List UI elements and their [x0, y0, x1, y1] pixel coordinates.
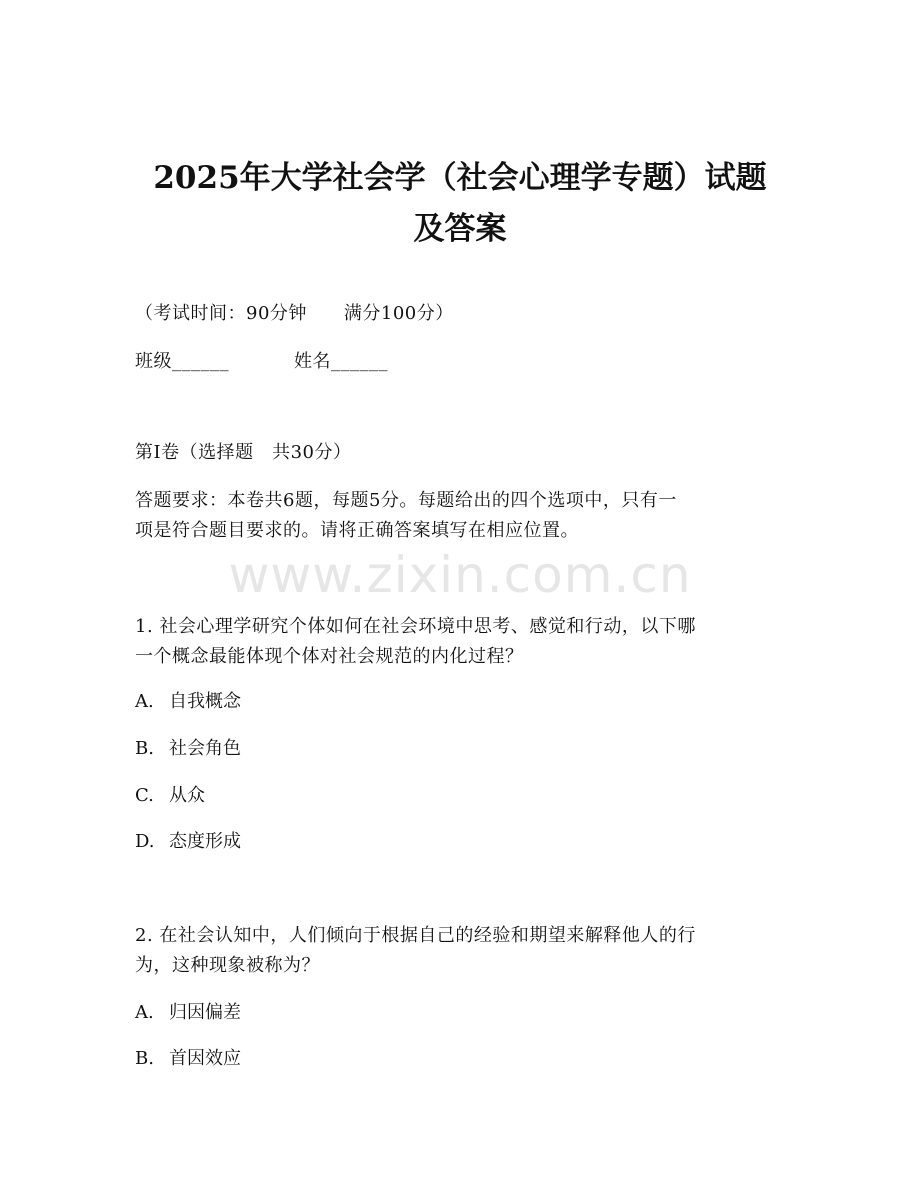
option-key: B.: [135, 738, 154, 759]
question-1-stem-line-2: 一个概念最能体现个体对社会规范的内化过程？: [135, 646, 524, 667]
option-text: 归因偏差: [169, 1002, 241, 1023]
question-2-stem-line-1: 2. 在社会认知中，人们倾向于根据自己的经验和期望来解释他人的行: [135, 925, 696, 946]
document-title-line-2: 及答案: [413, 211, 507, 247]
option-key: A.: [135, 691, 154, 712]
option-key: D.: [135, 831, 155, 852]
question-1-stem-line-1: 1. 社会心理学研究个体如何在社会环境中思考、感觉和行动，以下哪: [135, 616, 696, 637]
question-1-option-b: [135, 737, 241, 761]
question-1-option-a: [135, 690, 241, 714]
section-instructions-line-1: 答题要求：本卷共6题，每题5分。每题给出的四个选项中，只有一: [135, 490, 677, 511]
question-2-option-a: [135, 1001, 241, 1025]
document-title-line-1: 2025年大学社会学（社会心理学专题）试题: [153, 160, 767, 196]
question-1-option-d: [135, 830, 241, 854]
watermark: www.zixin.com.cn: [228, 546, 692, 604]
name-field-label: 姓名______: [294, 351, 388, 372]
option-text: 态度形成: [169, 831, 241, 852]
exam-info: （考试时间：90分钟 满分100分）: [135, 303, 454, 324]
question-2-stem-line-2: 为，这种现象被称为？: [135, 955, 320, 976]
question-1-option-c: [135, 784, 205, 808]
section-heading: 第I卷（选择题 共30分）: [135, 442, 352, 463]
option-text: 社会角色: [169, 738, 241, 759]
option-text: 首因效应: [169, 1048, 241, 1069]
option-text: 从众: [169, 785, 205, 806]
option-key: A.: [135, 1002, 154, 1023]
question-2-option-b: [135, 1047, 241, 1071]
section-instructions-line-2: 项是符合题目要求的。请将正确答案填写在相应位置。: [135, 520, 579, 541]
option-key: C.: [135, 785, 154, 806]
class-field-label: 班级______: [135, 351, 229, 372]
option-key: B.: [135, 1048, 154, 1069]
option-text: 自我概念: [169, 691, 241, 712]
